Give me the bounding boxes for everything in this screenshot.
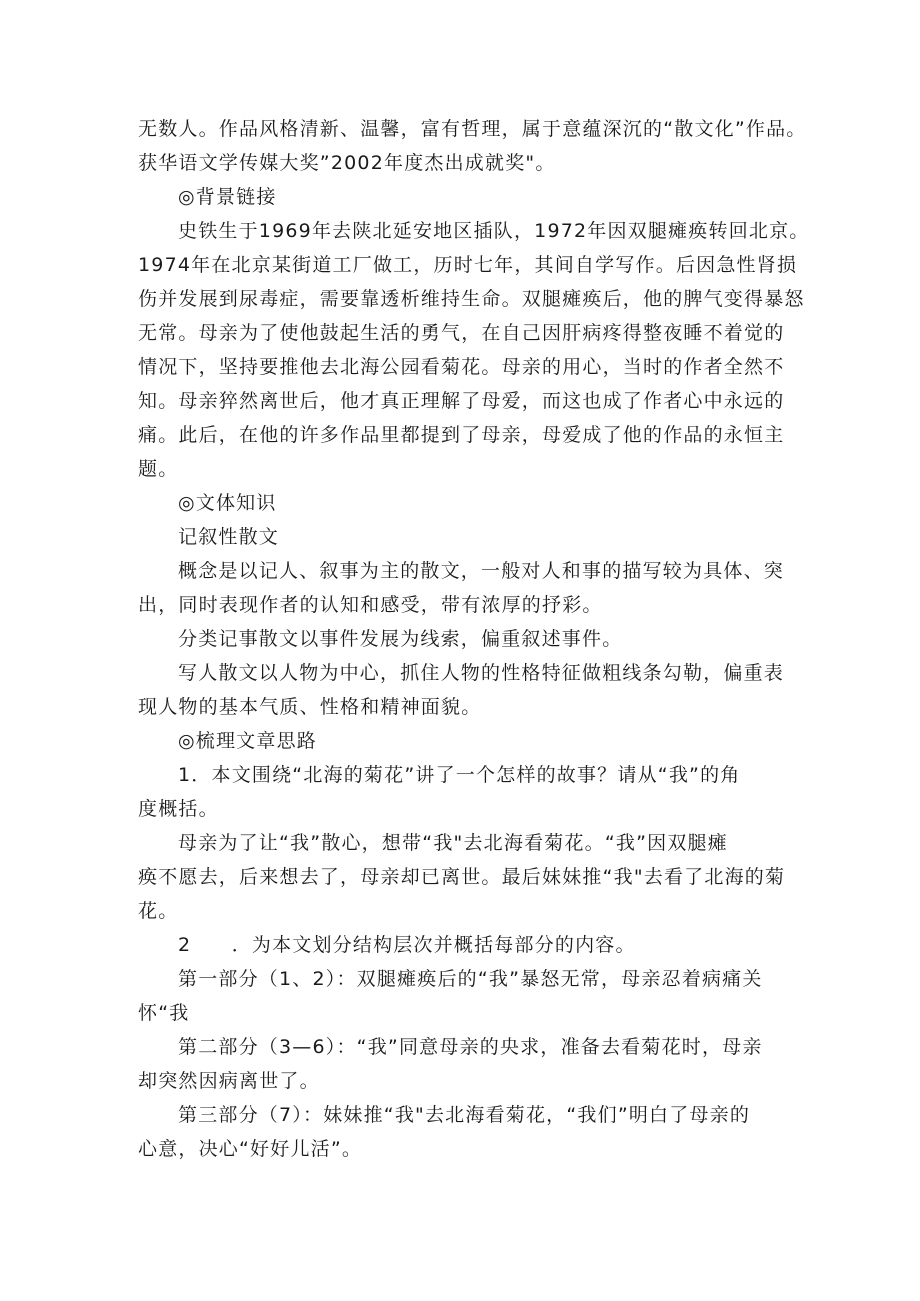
answer-line: 第一部分（1、2）：双腿瘫痪后的“我”暴怒无常，母亲忍着病痛关 <box>178 968 763 990</box>
text-line: 史铁生于1969年去陕北延安地区插队，1972年因双腿瘫痪转回北京。 <box>178 220 810 242</box>
answer-line: 心意，决心“好好儿活”。 <box>138 1138 363 1160</box>
text-line: 写人散文以人物为中心，抓住人物的性格特征做粗线条勾勒，偏重表 <box>178 662 785 684</box>
answer-line: 花。 <box>138 900 179 922</box>
question-line: 度概括。 <box>138 798 219 820</box>
answer-line: 痪不愿去，后来想去了，母亲却已离世。最后妹妹推“我"去看了北海的菊 <box>138 866 786 888</box>
text-line: 出，同时表现作者的认知和感受，带有浓厚的抒彩。 <box>138 594 603 616</box>
answer-line: 却突然因病离世了。 <box>138 1070 320 1092</box>
question-line: 1．本文围绕“北海的菊花”讲了一个怎样的故事？请从“我”的角 <box>178 764 741 786</box>
answer-line: 母亲为了让“我”散心，想带“我"去北海看菊花。“我”因双腿瘫 <box>178 832 728 854</box>
text-line: 情况下，坚持要推他去北海公园看菊花。母亲的用心，当时的作者全然不 <box>138 356 785 378</box>
subheading-narrative-prose: 记叙性散文 <box>178 526 280 548</box>
text-line: 知。母亲猝然离世后，他才真正理解了母爱，而这也成了作者心中永远的 <box>138 390 785 412</box>
text-line: 现人物的基本气质、性格和精神面貌。 <box>138 696 482 718</box>
answer-line: 第二部分（3—6）：“我”同意母亲的央求，准备去看菊花时，母亲 <box>178 1036 763 1058</box>
text-line: 无数人。作品风格清新、温馨，富有哲理，属于意蕴深沉的“散文化”作品。 <box>138 118 807 140</box>
text-line: 概念是以记人、叙事为主的散文，一般对人和事的描写较为具体、突 <box>178 560 785 582</box>
text-line: 获华语文学传媒大奖”2002年度杰出成就奖"。 <box>138 152 556 174</box>
text-line: 痛。此后，在他的许多作品里都提到了母亲，母爱成了他的作品的永恒主 <box>138 424 785 446</box>
section-heading-genre: ◎文体知识 <box>178 492 277 514</box>
section-heading-structure: ◎梳理文章思路 <box>178 730 317 752</box>
answer-line: 怀“我 <box>138 1002 190 1024</box>
document-page <box>138 112 810 1166</box>
text-line: 1974年在北京某街道工厂做工，历时七年，其间自学写作。后因急性肾损 <box>138 254 798 276</box>
text-line: 伤并发展到尿毒症，需要靠透析维持生命。双腿瘫痪后，他的脾气变得暴怒 <box>138 288 805 310</box>
text-line: 题。 <box>138 458 179 480</box>
text-line: 无常。母亲为了使他鼓起生活的勇气，在自己因肝病疼得整夜睡不着觉的 <box>138 322 785 344</box>
section-heading-background: ◎背景链接 <box>178 186 277 208</box>
question-line: 2 ．为本文划分结构层次并概括每部分的内容。 <box>178 934 636 956</box>
text-line: 分类记事散文以事件发展为线索，偏重叙述事件。 <box>178 628 623 650</box>
answer-line: 第三部分（7）：妹妹推“我"去北海看菊花，“我们”明白了母亲的 <box>178 1104 751 1126</box>
